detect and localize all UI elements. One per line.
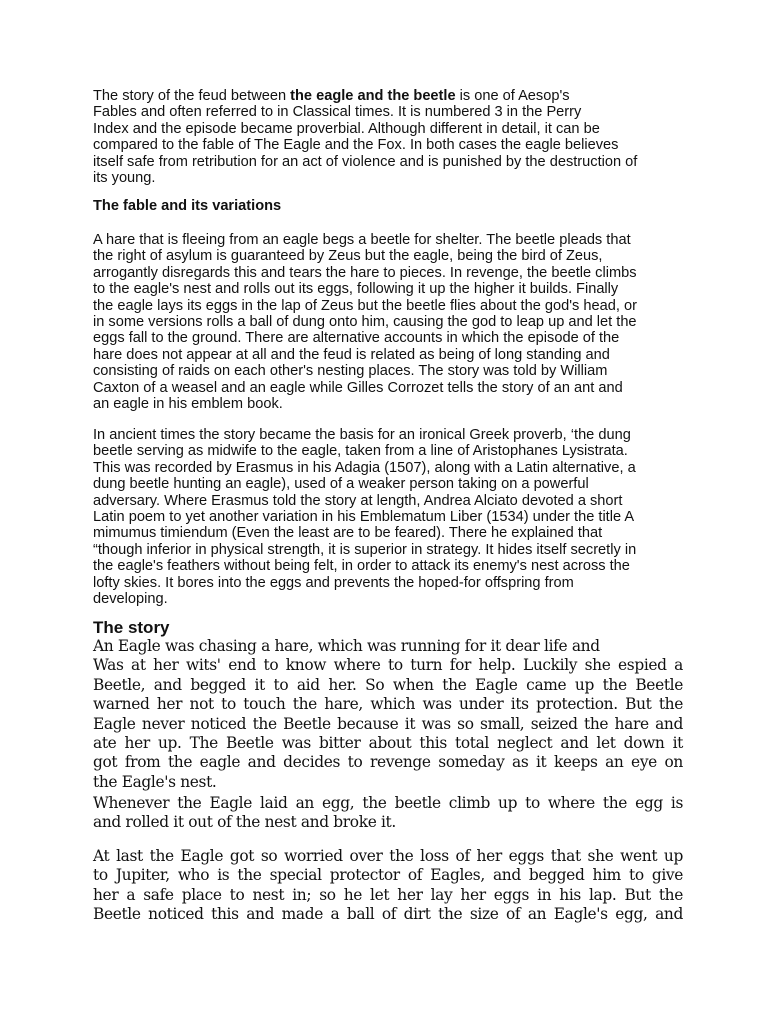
text-line: Eagle never noticed the Beetle because it was so small, seized the hare and bbox=[93, 714, 683, 733]
variations-paragraph-1 bbox=[93, 232, 683, 412]
text-line: itself safe from retribution for an act of violence and is punished by the destruction of bbox=[93, 153, 638, 170]
text-line: At last the Eagle got so worried over the loss of her eggs that she went up bbox=[93, 847, 683, 865]
section-heading-story: The story bbox=[93, 618, 170, 637]
text-line: Whenever the Eagle laid an egg, the beetle climb up to where the egg is bbox=[93, 794, 683, 812]
text-line: In ancient times the story became the basis for an ironical Greek proverb, ‘the dung bbox=[93, 427, 631, 443]
text-line: Beetle noticed this and made a ball of dirt the size of an Eagle's egg, and bbox=[93, 905, 683, 924]
text-line: Beetle, and begged it to aid her. So when the Eagle came up the Beetle bbox=[93, 675, 683, 694]
text-line: the eagle's feathers without being felt, in order to attack its enemy's nest across the bbox=[93, 558, 630, 575]
text-line: An Eagle was chasing a hare, which was running for it dear life and bbox=[93, 637, 600, 655]
intro-paragraph bbox=[93, 88, 683, 186]
text-line: dung beetle hunting an eagle), used of a weaker person taking on a powerful bbox=[93, 476, 589, 493]
text-line: Index and the episode became proverbial. Although different in detail, it can be bbox=[93, 120, 600, 137]
text-line: its young. bbox=[93, 170, 156, 187]
story-paragraph-3 bbox=[93, 847, 683, 925]
text-line: Was at her wits' end to know where to turn for help. Luckily she espied a bbox=[93, 656, 683, 675]
text-line: and rolled it out of the nest and broke it. bbox=[93, 813, 396, 832]
bold-phrase: the eagle and the beetle bbox=[290, 88, 456, 104]
text-line: compared to the fable of The Eagle and the Fox. In both cases the eagle believes bbox=[93, 137, 619, 154]
text-line: beetle serving as midwife to the eagle, taken from a line of Aristophanes Lysistrata. bbox=[93, 443, 628, 460]
text-line: hare does not appear at all and the feud is related as being of long standing and bbox=[93, 346, 610, 363]
text-line: Latin poem to yet another variation in his Emblematum Liber (1534) under the title A bbox=[93, 509, 635, 526]
text-line: developing. bbox=[93, 591, 168, 608]
text-line: consisting of raids on each other's nesting places. The story was told by William bbox=[93, 363, 608, 380]
text-line: A hare that is fleeing from an eagle begs a beetle for shelter. The beetle pleads that bbox=[93, 232, 631, 248]
text-line: warned her not to touch the hare, which was under its protection. But the bbox=[93, 695, 683, 714]
text-line: eggs fall to the ground. There are alternative accounts in which the episode of the bbox=[93, 330, 620, 347]
text-line: Fables and often referred to in Classical times. It is numbered 3 in the Perry bbox=[93, 104, 582, 121]
text-line: Caxton of a weasel and an eagle while Gilles Corrozet tells the story of an ant and bbox=[93, 379, 623, 396]
text-line: “though inferior in physical strength, it is superior in strategy. It hides itself secretly in bbox=[93, 541, 637, 558]
story-paragraph-2 bbox=[93, 794, 683, 833]
section-heading-variations: The fable and its variations bbox=[93, 198, 282, 214]
text-line: her a safe place to nest in; so he let her lay her eggs in his lap. But the bbox=[93, 885, 683, 904]
text-line: ate her up. The Beetle was bitter about this total neglect and let down it bbox=[93, 734, 683, 753]
text-line: the right of asylum is guaranteed by Zeus but the eagle, being the bird of Zeus, bbox=[93, 248, 603, 265]
text-line: arrogantly disregards this and tears the hare to pieces. In revenge, the beetle climbs bbox=[93, 264, 637, 281]
text-line: the Eagle's nest. bbox=[93, 772, 217, 791]
story-paragraph-1 bbox=[93, 637, 683, 792]
text-line: to Jupiter, who is the special protector of Eagles, and begged him to give bbox=[93, 866, 683, 885]
text-line: This was recorded by Erasmus in his Adagia (1507), along with a Latin alternative, a bbox=[93, 459, 636, 476]
variations-paragraph-2 bbox=[93, 427, 683, 607]
text-line: lofty skies. It bores into the eggs and prevents the hoped-for offspring from bbox=[93, 574, 574, 591]
text-line: adversary. Where Erasmus told the story at length, Andrea Alciato devoted a short bbox=[93, 492, 623, 509]
text-line: The story of the feud between the eagle and the beetle is one of Aesop's bbox=[93, 88, 570, 104]
text-line: to the eagle's nest and rolls out its eggs, following it up the higher it builds. Finally bbox=[93, 281, 619, 298]
text-line: the eagle lays its eggs in the lap of Zeus but the beetle flies about the god's head, or bbox=[93, 297, 637, 314]
text-line: in some versions rolls a ball of dung onto him, causing the god to leap up and let the bbox=[93, 314, 637, 331]
text-line: got from the eagle and decides to revenge someday as it keeps an eye on bbox=[93, 753, 683, 772]
text-line: an eagle in his emblem book. bbox=[93, 396, 283, 413]
text-line: mimumus timiendum (Even the least are to be feared). There he explained that bbox=[93, 525, 603, 542]
